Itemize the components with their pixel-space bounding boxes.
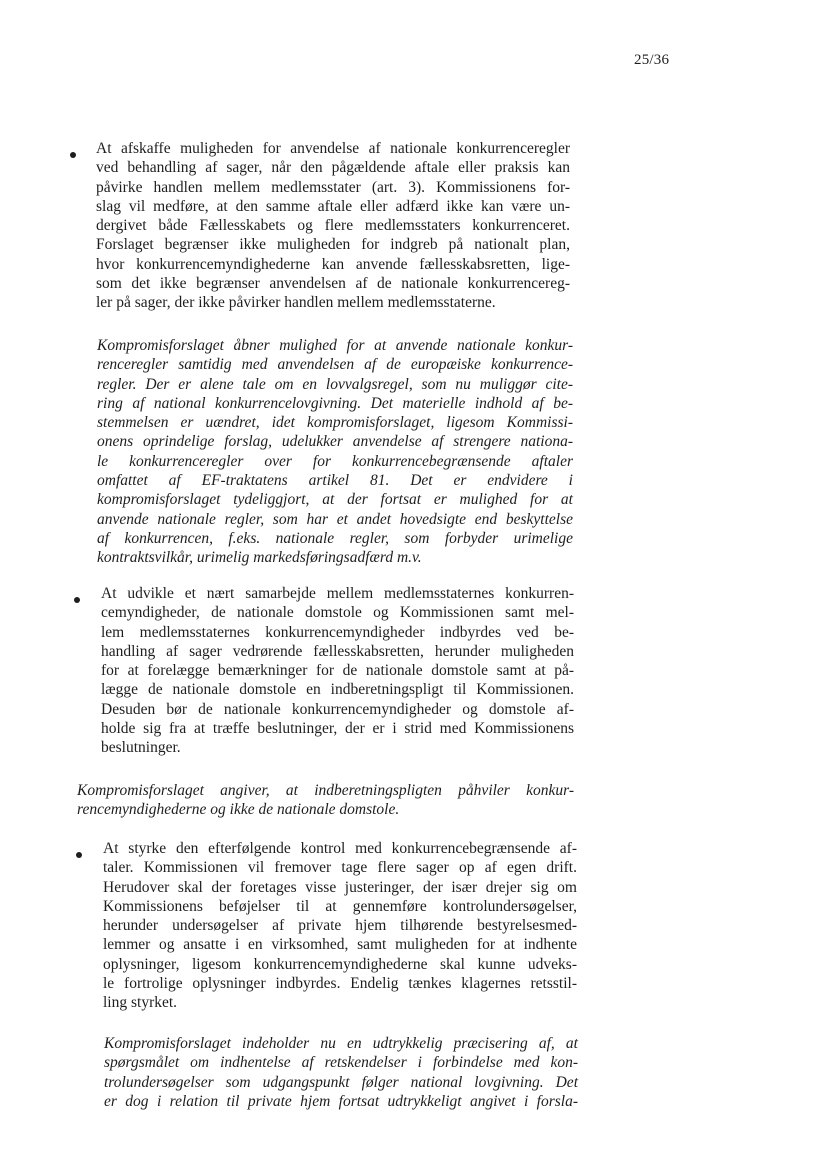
- text-line: regler. Der er alene tale om en lovvalgsregel, som nu muliggør cite-: [97, 375, 573, 393]
- text-line: onens oprindelige forslag, udelukker anvendelse af strengere nationa-: [97, 433, 573, 451]
- text-line: beslutninger.: [101, 739, 181, 757]
- text-line: handling af sager vedrørende fællesskabsretten, herunder muligheden: [101, 642, 574, 660]
- text-line: påvirke handlen mellem medlemsstater (art. 3). Kommissionens for-: [96, 178, 570, 196]
- text-line: oplysninger, ligesom konkurrencemyndighederne skal kunne udveks-: [103, 955, 577, 973]
- text-line: ved behandling af sager, når den pågældende aftale eller praksis kan: [96, 159, 570, 177]
- text-line: herunder undersøgelser af private hjem tilhørende bestyrelsesmed-: [103, 917, 577, 935]
- text-line: spørgsmålet om indhentelse af retskendelser i forbindelse med kon-: [104, 1054, 578, 1072]
- text-line: af konkurrencen, f.eks. nationale regler, som forbyder urimelige: [97, 529, 573, 547]
- text-line: cemyndigheder, de nationale domstole og Kommissionen samt mel-: [101, 604, 574, 622]
- bullet-point: [76, 852, 82, 858]
- comment-paragraph: [104, 1034, 578, 1111]
- comment-paragraph: [77, 781, 574, 820]
- text-line: for at forelægge bemærkninger for de nationale domstole samt at på-: [101, 662, 574, 680]
- text-line: Desuden bør de nationale konkurrencemyndigheder og domstole af-: [101, 700, 574, 718]
- text-line: lem medlemsstaternes konkurrencemyndigheder indbyrdes ved be-: [101, 623, 574, 641]
- text-line: ring af national konkurrencelovgivning. Det materielle indhold af be-: [97, 394, 573, 412]
- page-number: 25/36: [634, 52, 670, 68]
- bullet-paragraph: [96, 139, 570, 313]
- bullet-point: [74, 597, 80, 603]
- text-line: ling styrket.: [103, 994, 178, 1012]
- text-line: trolundersøgelser som udgangspunkt følger national lovgivning. Det: [104, 1073, 578, 1091]
- text-line: renceregler samtidig med anvendelsen af de europæiske konkurrence-: [97, 356, 573, 374]
- text-line: At udvikle et nært samarbejde mellem medlemsstaternes konkurren-: [101, 585, 574, 602]
- text-line: At afskaffe muligheden for anvendelse af nationale konkurrenceregler: [96, 140, 570, 157]
- text-line: le fortrolige oplysninger indbyrdes. Endelig tænkes klagernes retsstil-: [103, 975, 577, 993]
- text-line: dergivet både Fællesskabets og flere medlemsstaters konkurrenceret.: [96, 217, 570, 235]
- text-line: kompromisforslaget tydeliggjort, at der fortsat er mulighed for at: [97, 491, 573, 509]
- text-line: le konkurrenceregler over for konkurrencebegrænsende aftaler: [97, 452, 573, 470]
- bullet-paragraph: [101, 584, 574, 758]
- text-line: Kommissionens beføjelser til at gennemføre kontrolundersøgelser,: [103, 897, 577, 915]
- text-line: kontraktsvilkår, urimelig markedsføringsadfærd m.v.: [97, 549, 422, 567]
- text-line: taler. Kommissionen vil fremover tage flere sager op af egen drift.: [103, 859, 577, 877]
- text-line: lægge de nationale domstole en indberetningspligt til Kommissionen.: [101, 681, 574, 699]
- text-line: stemmelsen er uændret, idet kompromisforslaget, ligesom Kommissi-: [97, 414, 573, 432]
- text-line: anvende nationale regler, som har et andet hovedsigte end beskyttelse: [97, 510, 573, 528]
- bullet-paragraph: [103, 839, 577, 1013]
- comment-paragraph: [97, 336, 573, 568]
- text-line: slag vil medføre, at den samme aftale eller adfærd ikke kan være un-: [96, 197, 570, 215]
- text-line: lemmer og ansatte i en virksomhed, samt muligheden for at indhente: [103, 936, 577, 954]
- text-line: Kompromisforslaget åbner mulighed for at anvende nationale konkur-: [97, 337, 573, 354]
- text-line: er dog i relation til private hjem fortsat udtrykkeligt angivet i forsla-: [104, 1092, 578, 1110]
- text-line: Herudover skal der foretages visse justeringer, der især drejer sig om: [103, 878, 577, 896]
- text-line: rencemyndighederne og ikke de nationale domstole.: [77, 801, 400, 819]
- text-line: ler på sager, der ikke påvirker handlen mellem medlemsstaterne.: [96, 294, 496, 312]
- text-line: som det ikke begrænser anvendelsen af de nationale konkurrencereg-: [96, 275, 570, 293]
- text-line: holde sig fra at træffe beslutninger, der er i strid med Kommissionens: [101, 720, 574, 738]
- bullet-point: [70, 152, 76, 158]
- text-line: At styrke den efterfølgende kontrol med konkurrencebegrænsende af-: [103, 840, 577, 857]
- text-line: Forslaget begrænser ikke muligheden for indgreb på nationalt plan,: [96, 236, 570, 254]
- text-line: Kompromisforslaget angiver, at indberetningspligten påhviler konkur-: [77, 782, 574, 799]
- text-line: hvor konkurrencemyndighederne kan anvende fællesskabsretten, lige-: [96, 255, 570, 273]
- text-line: Kompromisforslaget indeholder nu en udtrykkelig præcisering af, at: [104, 1035, 578, 1052]
- text-line: omfattet af EF-traktatens artikel 81. Det er endvidere i: [97, 472, 573, 490]
